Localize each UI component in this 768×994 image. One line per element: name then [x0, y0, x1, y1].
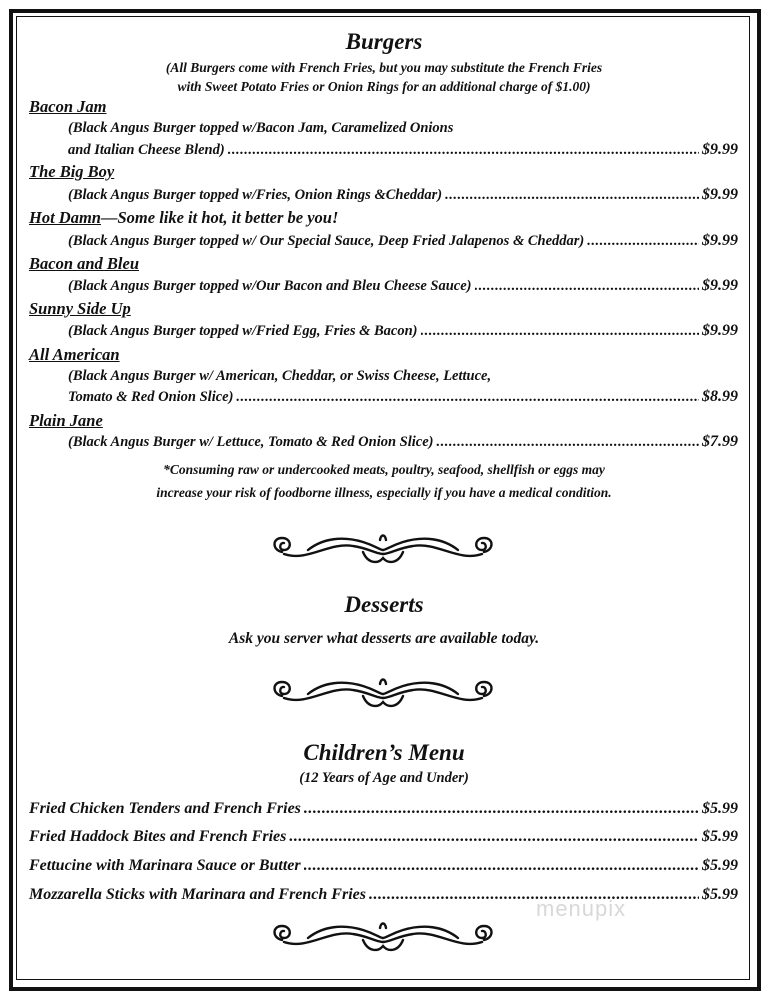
burger-hot-damn-desc: (Black Angus Burger topped w/ Our Special Sauce, Deep Fried Jalapenos & Cheddar): [68, 233, 585, 249]
watermark: menupix: [536, 896, 627, 921]
desserts-note: Ask you server what desserts are available today.: [228, 630, 540, 647]
kids-item-row: [29, 828, 738, 846]
burger-hot-damn-title: [29, 208, 338, 228]
leader-dots: [369, 886, 699, 904]
burger-plain-jane-desc: (Black Angus Burger w/ Lettuce, Tomato & Red Onion Slice): [68, 434, 434, 450]
burger-big-boy-name: The Big Boy: [29, 162, 115, 181]
kids-item-chicken-tenders-price: $5.99: [702, 800, 738, 817]
kids-item-row: [29, 857, 738, 875]
burger-all-american-desc-cont: Tomato & Red Onion Slice): [68, 389, 234, 405]
leader-dots: [436, 434, 699, 451]
food-warning-line2: increase your risk of foodborne illness, especially if you have a medical condition.: [156, 485, 612, 500]
burger-bacon-jam-desc-cont: and Italian Cheese Blend): [68, 142, 225, 158]
burger-plain-jane-name: Plain Jane: [29, 411, 103, 430]
burger-bacon-jam-price-row: [68, 141, 738, 159]
kids-item-fettucine: Fettucine with Marinara Sauce or Butter: [29, 857, 301, 874]
burger-sunny-side-up-desc: (Black Angus Burger topped w/Fried Egg, Fries & Bacon): [68, 323, 418, 339]
burger-bacon-jam-price: $9.99: [702, 141, 738, 158]
kids-item-chicken-tenders: Fried Chicken Tenders and French Fries: [29, 800, 301, 817]
leader-dots: [475, 278, 700, 295]
burger-hot-damn-price: $9.99: [702, 232, 738, 249]
flourish-divider-icon: [268, 528, 498, 568]
burger-bacon-jam-name: Bacon Jam: [29, 97, 107, 116]
desserts-title: Desserts: [344, 592, 424, 617]
burger-all-american-price-row: [68, 388, 738, 406]
burger-bacon-bleu-name: Bacon and Bleu: [29, 254, 140, 273]
childrens-menu-subtitle: (12 Years of Age and Under): [299, 770, 469, 786]
leader-dots: [587, 233, 699, 250]
burger-plain-jane-price: $7.99: [702, 433, 738, 450]
burger-hot-damn-price-row: [68, 232, 738, 250]
burger-big-boy-price-row: [68, 186, 738, 204]
burger-bacon-bleu-desc: (Black Angus Burger topped w/Our Bacon and Bleu Cheese Sauce): [68, 278, 472, 294]
burger-big-boy-price: $9.99: [702, 186, 738, 203]
kids-item-haddock-bites-price: $5.99: [702, 828, 738, 845]
burger-bacon-jam-desc: (Black Angus Burger topped w/Bacon Jam, Caramelized Onions: [68, 120, 454, 136]
leader-dots: [236, 389, 699, 406]
burger-sunny-side-up-name: Sunny Side Up: [29, 299, 131, 318]
burger-sunny-side-up-price-row: [68, 322, 738, 340]
burger-big-boy-desc: (Black Angus Burger topped w/Fries, Onion Rings &Cheddar): [68, 187, 443, 203]
leader-dots: [228, 142, 699, 159]
kids-item-mozzarella-sticks: Mozzarella Sticks with Marinara and French Fries: [29, 886, 366, 903]
kids-item-row: [29, 800, 738, 818]
leader-dots: [445, 187, 699, 204]
kids-item-row: [29, 886, 738, 904]
leader-dots: [289, 828, 699, 846]
burger-sunny-side-up-price: $9.99: [702, 322, 738, 339]
burgers-note-line2: with Sweet Potato Fries or Onion Rings for an additional charge of $1.00): [177, 79, 591, 94]
burger-all-american-desc: (Black Angus Burger w/ American, Cheddar, or Swiss Cheese, Lettuce,: [68, 368, 492, 384]
burgers-note-line1: (All Burgers come with French Fries, but you may substitute the French Fries: [165, 60, 603, 75]
burger-all-american-price: $8.99: [702, 388, 738, 405]
kids-item-haddock-bites: Fried Haddock Bites and French Fries: [29, 828, 287, 845]
kids-item-fettucine-price: $5.99: [702, 857, 738, 874]
flourish-divider-icon: [268, 916, 498, 956]
childrens-menu-title: Children’s Menu: [303, 740, 465, 765]
burger-hot-damn-tagline: —Some like it hot, it better be you!: [100, 208, 339, 227]
burger-all-american-name: All American: [29, 345, 120, 364]
leader-dots: [304, 857, 699, 875]
leader-dots: [421, 323, 699, 340]
burger-bacon-bleu-price: $9.99: [702, 277, 738, 294]
burger-hot-damn-name: Hot Damn: [29, 208, 101, 227]
leader-dots: [304, 800, 699, 818]
burgers-title: Burgers: [345, 29, 423, 54]
food-warning-line1: *Consuming raw or undercooked meats, poultry, seafood, shellfish or eggs may: [163, 462, 605, 477]
flourish-divider-icon: [268, 672, 498, 712]
burger-plain-jane-price-row: [68, 433, 738, 451]
burger-bacon-bleu-price-row: [68, 277, 738, 295]
kids-item-mozzarella-sticks-price: $5.99: [702, 886, 738, 903]
